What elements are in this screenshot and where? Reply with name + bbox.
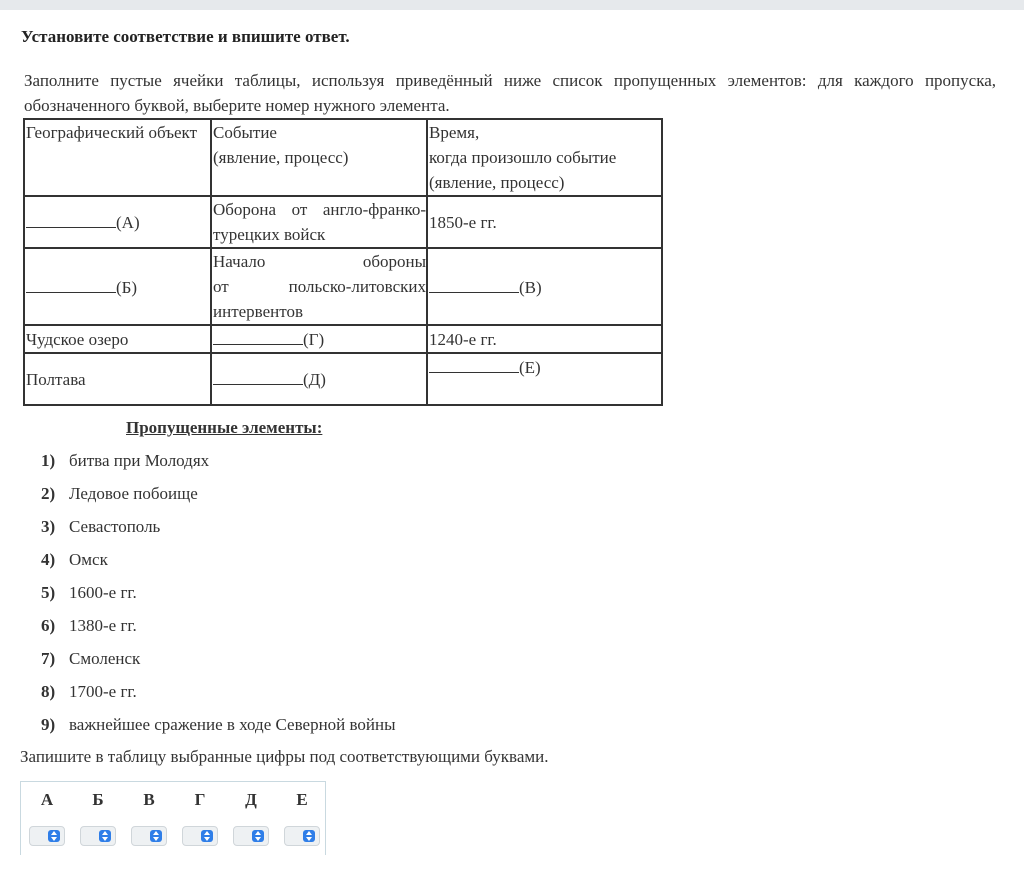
time-text-3: 1240-е гг. — [429, 329, 497, 349]
event-2-word: обороны — [362, 252, 426, 271]
header-time-line2: когда произошло событие — [429, 148, 617, 167]
cell-e — [427, 353, 662, 405]
answer-table — [20, 781, 326, 855]
answer-selects-row — [21, 818, 325, 856]
cell-a — [24, 196, 211, 248]
select-arrow-icon — [252, 830, 264, 842]
cell-v — [427, 248, 662, 325]
event-2-line3: интервентов — [213, 302, 303, 321]
blank-label-b: (Б) — [116, 277, 138, 297]
list-item — [41, 648, 140, 670]
header-time — [427, 119, 662, 196]
option-text: Смоленск — [69, 649, 141, 668]
blank-line — [26, 274, 116, 293]
option-number: 3) — [41, 517, 56, 536]
answer-select-g[interactable] — [182, 826, 218, 846]
list-item — [41, 516, 160, 538]
answer-letter-b: Б — [92, 790, 104, 809]
event-text-1: Оборона от англо-франко-турецких войск — [213, 200, 426, 244]
option-text: Севастополь — [69, 517, 161, 536]
header-event — [211, 119, 427, 196]
blank-label-a: (А) — [116, 213, 140, 232]
list-item — [41, 615, 137, 637]
blank-line — [429, 354, 519, 373]
cell-time-1 — [427, 196, 662, 248]
blank-line — [26, 209, 116, 228]
option-text: Ледовое побоище — [69, 484, 198, 503]
header-time-line3: (явление, процесс) — [429, 173, 565, 192]
list-item — [41, 549, 108, 571]
cell-b — [24, 248, 211, 325]
option-number: 2) — [41, 484, 56, 503]
option-text: 1600-е гг. — [69, 583, 137, 602]
cell-event-1 — [211, 196, 427, 248]
option-number: 7) — [41, 649, 56, 668]
answer-letter-e: Е — [296, 790, 308, 809]
option-number: 8) — [41, 682, 56, 701]
option-number: 9) — [41, 715, 56, 734]
blank-label-g: (Г) — [303, 330, 325, 349]
answer-select-e[interactable] — [284, 826, 320, 846]
cell-g — [211, 325, 427, 353]
answer-letter-v: В — [143, 790, 155, 809]
table-row — [24, 248, 662, 325]
event-2-line2 — [213, 274, 426, 299]
blank-label-e: (Е) — [519, 358, 541, 377]
option-text: 1700-е гг. — [69, 682, 137, 701]
answer-select-a[interactable] — [29, 826, 65, 846]
cell-event-2 — [211, 248, 427, 325]
event-2-word: от — [213, 277, 229, 296]
answer-instruction: Запишите в таблицу выбранные цифры под соответствующими буквами. — [20, 747, 549, 766]
select-arrow-icon — [48, 830, 60, 842]
answer-select-v[interactable] — [131, 826, 167, 846]
blank-line — [213, 326, 303, 345]
header-geo-object — [24, 119, 211, 196]
answer-letter-a: А — [40, 790, 54, 809]
list-item — [41, 582, 137, 604]
task-intro: Заполните пустые ячейки таблицы, используя приведённый ниже список пропущенных элементов: для каждого пропуска, обозначенного буквой, выберите номер нужного элемента. — [24, 71, 996, 115]
select-arrow-icon — [303, 830, 315, 842]
header-event-line2: (явление, процесс) — [213, 148, 349, 167]
answer-letters-row — [21, 782, 325, 818]
option-text: Омск — [69, 550, 108, 569]
option-text: 1380-е гг. — [69, 616, 137, 635]
answer-letter-d: Д — [245, 790, 257, 809]
option-text: битва при Молодях — [69, 451, 210, 470]
list-item — [41, 483, 198, 505]
geo-text-3: Чудское озеро — [26, 329, 129, 349]
option-number: 5) — [41, 583, 56, 602]
time-text-1: 1850-е гг. — [429, 212, 497, 232]
event-2-line1 — [213, 249, 426, 274]
list-item — [41, 681, 137, 703]
top-bar — [0, 0, 1024, 10]
select-arrow-icon — [99, 830, 111, 842]
select-arrow-icon — [150, 830, 162, 842]
answer-select-b[interactable] — [80, 826, 116, 846]
select-arrow-icon — [201, 830, 213, 842]
event-2-word: Начало — [213, 252, 266, 271]
header-geo-label: Географический объект — [26, 123, 198, 142]
blank-line — [213, 366, 303, 385]
blank-line — [429, 274, 519, 293]
option-number: 6) — [41, 616, 56, 635]
cell-time-3 — [427, 325, 662, 353]
table-header-row — [24, 119, 662, 196]
cell-d — [211, 353, 427, 405]
answer-letter-g: Г — [194, 790, 206, 809]
task-heading: Установите соответствие и впишите ответ. — [21, 27, 350, 46]
table-row — [24, 353, 662, 405]
cell-geo-4 — [24, 353, 211, 405]
geo-text-4: Полтава — [26, 369, 86, 389]
event-2-word: польско-литовских — [288, 277, 426, 296]
blank-label-d: (Д) — [303, 370, 326, 389]
cell-geo-3 — [24, 325, 211, 353]
blank-label-v: (В) — [519, 277, 542, 297]
list-item — [41, 714, 396, 736]
header-event-line1: Событие — [213, 123, 277, 142]
option-number: 1) — [41, 451, 56, 470]
table-row — [24, 325, 662, 353]
task-table — [23, 118, 663, 406]
option-number: 4) — [41, 550, 56, 569]
table-row — [24, 196, 662, 248]
answer-select-d[interactable] — [233, 826, 269, 846]
missing-elements-title: Пропущенные элементы: — [126, 418, 323, 437]
header-time-line1: Время, — [429, 123, 480, 142]
option-text: важнейшее сражение в ходе Северной войны — [69, 715, 396, 734]
list-item — [41, 450, 209, 472]
